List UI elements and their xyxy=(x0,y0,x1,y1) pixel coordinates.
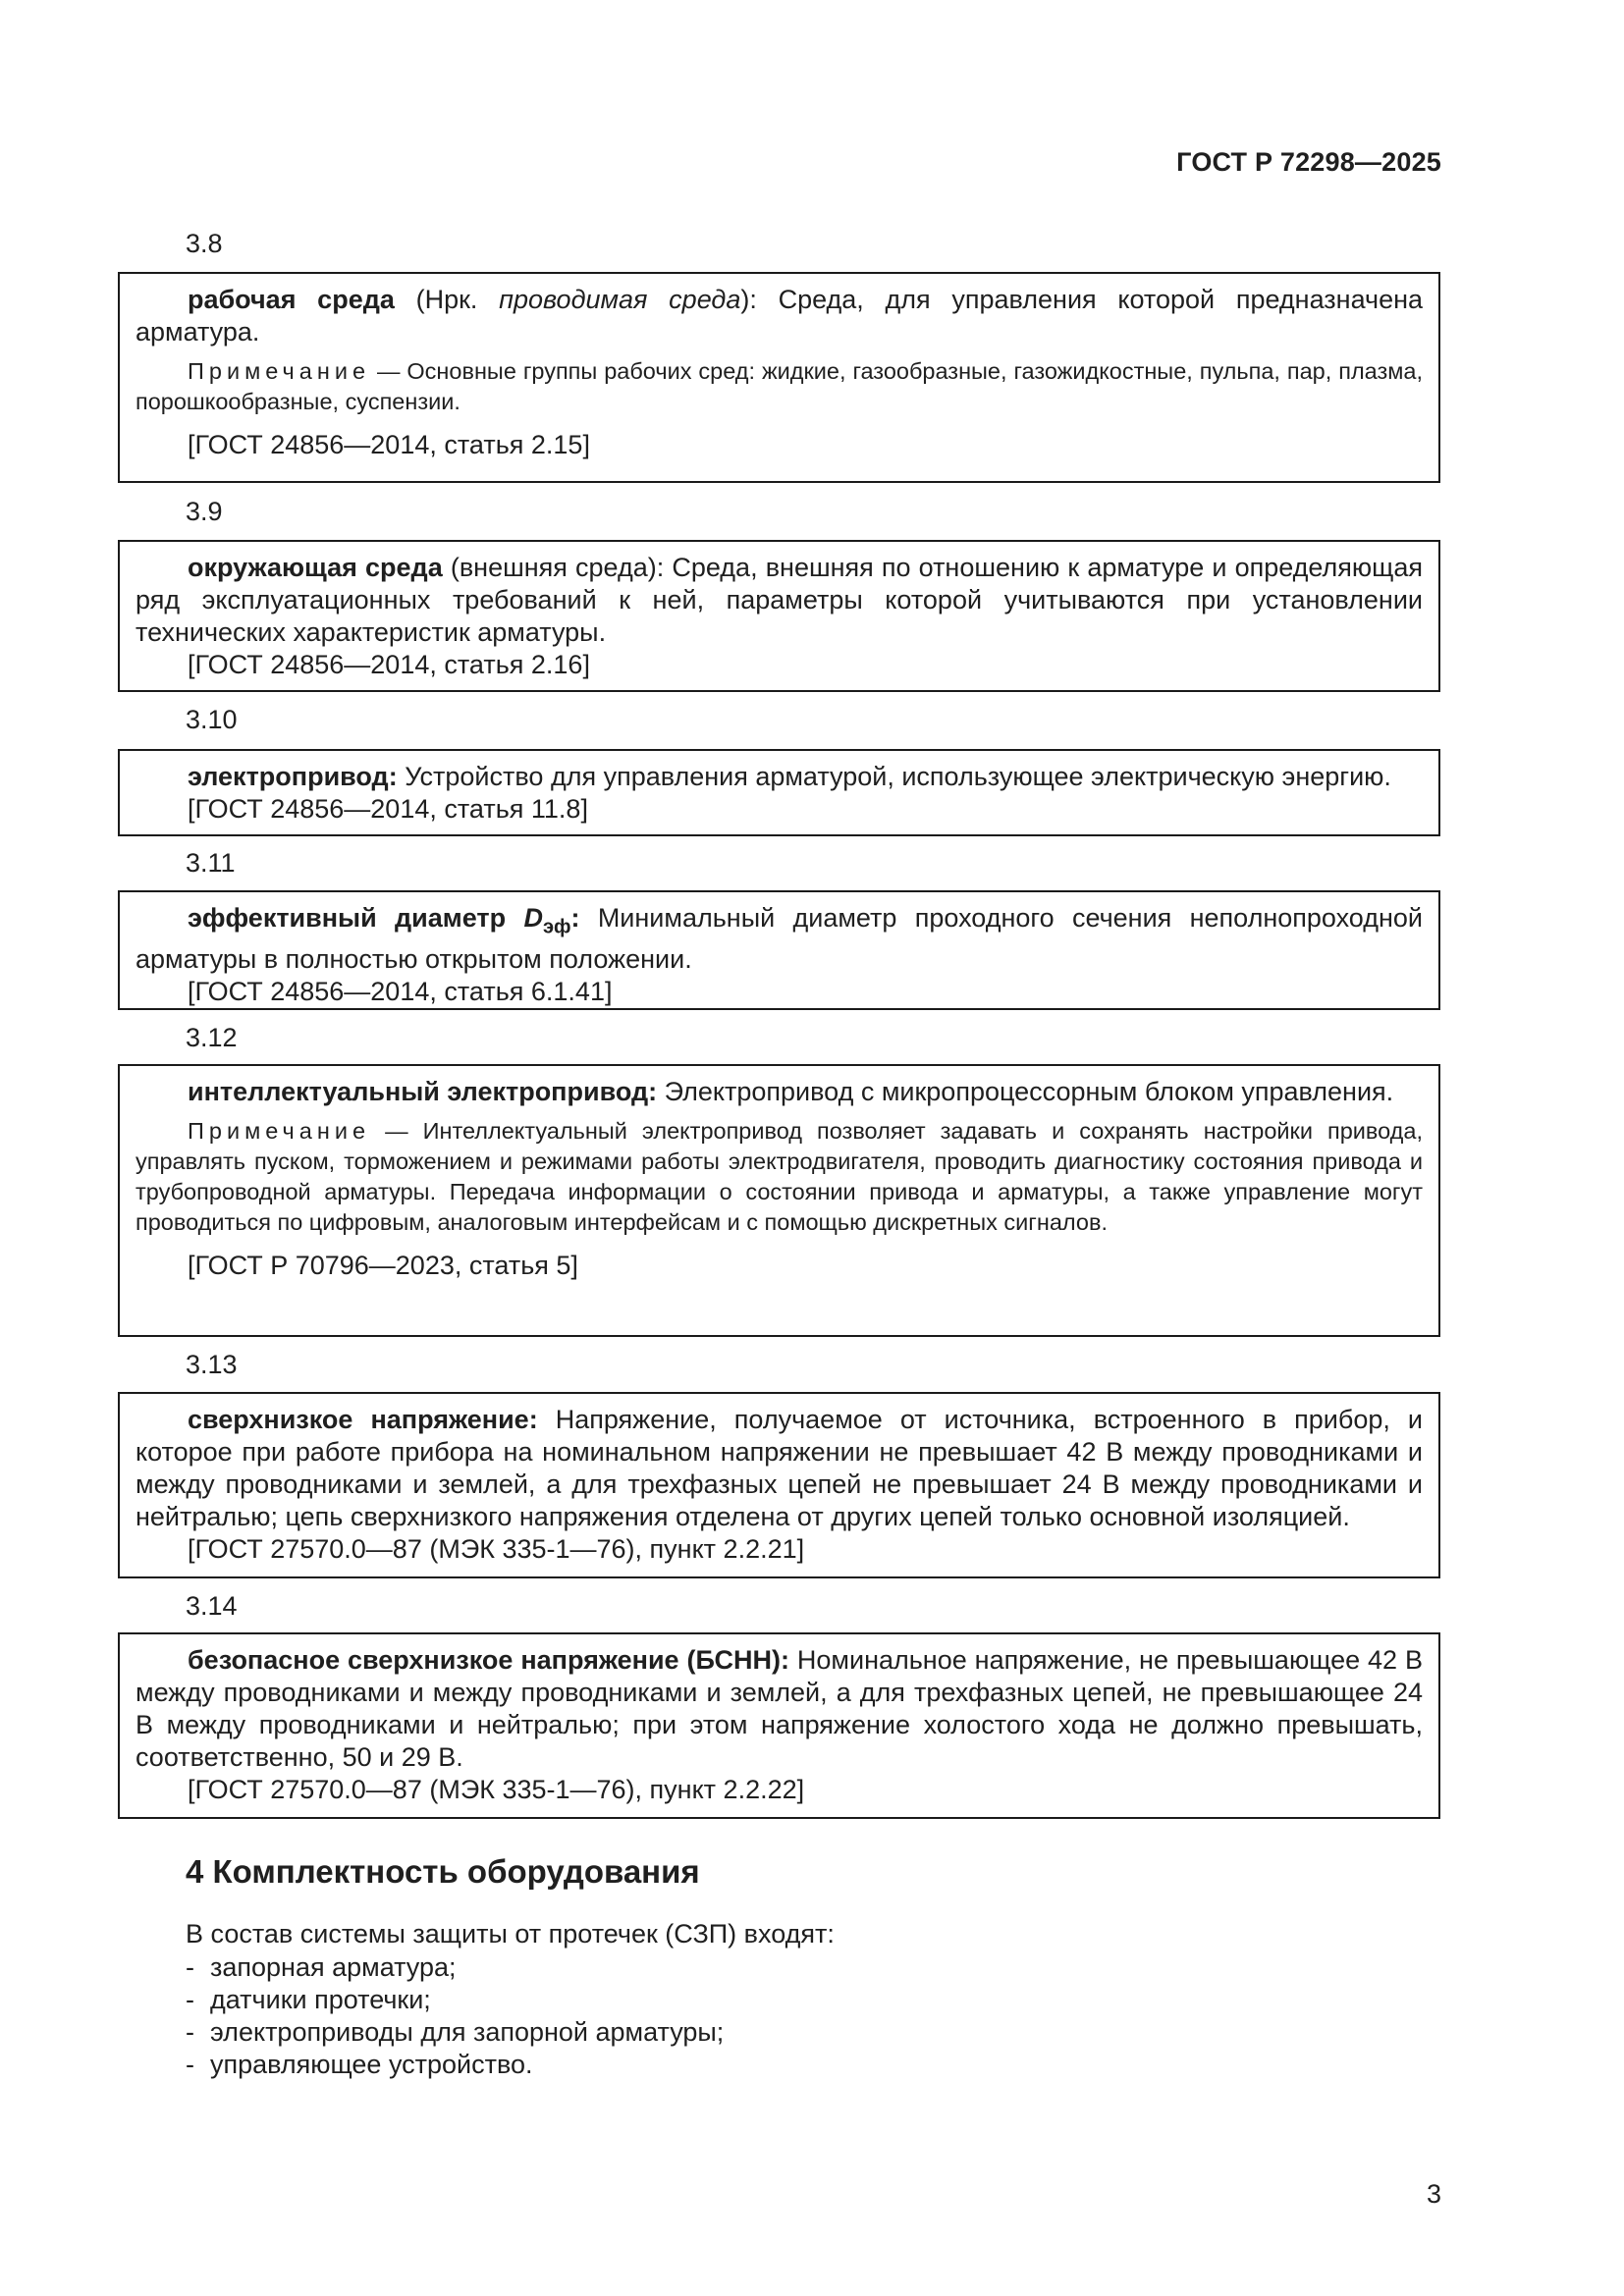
component-list xyxy=(186,1951,724,2081)
note-label: Примечание xyxy=(188,1118,371,1144)
term-name: рабочая среда xyxy=(188,285,395,314)
term-box xyxy=(118,1064,1440,1337)
term-number: 3.10 xyxy=(186,705,238,734)
term-number: 3.11 xyxy=(186,848,236,878)
definition-text: Среда, для управления которой предназначена арматура. xyxy=(135,285,1424,347)
definition-text: Среда, внешняя по отношению к арматуре и определяющая ряд эксплуатационных требований к ней, параметры которой учитываются при установлении технических характеристик арматуры. xyxy=(135,553,1423,647)
note-text: — Интеллектуальный электропривод позволяет задавать и сохранять настройки привода, управлять пуском, торможением и режимами работы электродвигателя, проводить диагностику состояния привода и трубопроводной арматуры. Передача информации о состоянии привода и арматуры, а также управление могут проводиться по цифровым, аналоговым интерфейсам и с помощью дискретных сигналов. xyxy=(135,1118,1423,1235)
list-bullet: - xyxy=(186,2017,194,2047)
section-title: 4 Комплектность оборудования xyxy=(186,1853,700,1890)
page-number: 3 xyxy=(1426,2179,1441,2209)
note-label: Примечание xyxy=(188,358,371,384)
term-definition xyxy=(135,761,1423,793)
note-text: — Основные группы рабочих сред: жидкие, газообразные, газожидкостные, пульпа, пар, плазма, порошкообразные, суспензии. xyxy=(135,358,1423,414)
list-item xyxy=(186,2016,724,2049)
term-number: 3.12 xyxy=(186,1023,238,1052)
term-name: безопасное сверхнизкое напряжение (БСНН): xyxy=(188,1645,789,1675)
term-note xyxy=(135,1116,1423,1238)
term-name: сверхнизкое напряжение: xyxy=(188,1405,538,1434)
term-name-end: : xyxy=(570,903,580,933)
list-item-text: запорная арматура; xyxy=(210,1952,457,1982)
definition-text: Устройство для управления арматурой, использующее электрическую энергию. xyxy=(397,762,1391,791)
term-source: [ГОСТ 24856—2014, статья 2.15] xyxy=(188,430,590,459)
term-definition xyxy=(135,284,1423,348)
list-item-text: управляющее устройство. xyxy=(210,2050,533,2079)
term-alias-suffix: ): xyxy=(740,285,779,314)
term-definition xyxy=(135,552,1423,649)
definition-text: Электропривод с микропроцессорным блоком управления. xyxy=(657,1077,1394,1106)
term-box xyxy=(118,272,1440,483)
term-alias-prefix: (Нрк. xyxy=(394,285,500,314)
list-item-text: электроприводы для запорной арматуры; xyxy=(210,2017,725,2047)
list-item xyxy=(186,2049,724,2081)
term-alias: (внешняя среда): xyxy=(442,553,673,582)
term-source: [ГОСТ 27570.0—87 (МЭК 335-1—76), пункт 2.2.22] xyxy=(188,1775,805,1804)
list-item xyxy=(186,1984,724,2016)
term-box xyxy=(118,1392,1440,1578)
term-name: электропривод: xyxy=(188,762,398,791)
list-bullet: - xyxy=(186,1985,194,2014)
term-number: 3.8 xyxy=(186,229,223,258)
term-box xyxy=(118,749,1440,836)
definition-text: Напряжение, получаемое от источника, встроенного в прибор, и которое при работе прибора на номинальном напряжении не превышает 42 В между проводниками и между проводниками и землей, а для трехфазных цепей не превышает 24 В между проводниками и нейтралью; цепь сверхнизкого напряжения отделена от других цепей только основной изоляцией. xyxy=(135,1405,1423,1531)
term-source: [ГОСТ 24856—2014, статья 11.8] xyxy=(188,794,588,824)
term-box xyxy=(118,540,1440,692)
term-alias: проводимая среда xyxy=(499,285,741,314)
section-intro: В состав системы защиты от протечек (СЗП) входят: xyxy=(186,1919,835,1949)
term-number: 3.13 xyxy=(186,1350,238,1379)
term-definition xyxy=(135,1076,1423,1108)
term-name: окружающая среда xyxy=(188,553,443,582)
term-symbol: D xyxy=(523,903,543,933)
definition-text: Номинальное напряжение, не превышающее 42 В между проводниками и между проводниками и землей, а для трехфазных цепей, не превышающее 24 В между проводниками и нейтралью; при этом напряжение холостого хода не должно превышать, соответственно, 50 и 29 В. xyxy=(135,1645,1423,1772)
term-definition xyxy=(135,1644,1423,1774)
list-item-text: датчики протечки; xyxy=(210,1985,431,2014)
term-name xyxy=(188,903,580,938)
term-source: [ГОСТ 24856—2014, статья 2.16] xyxy=(188,650,590,679)
term-box xyxy=(118,890,1440,1010)
list-item xyxy=(186,1951,724,1984)
term-source: [ГОСТ Р 70796—2023, статья 5] xyxy=(188,1251,578,1280)
term-source: [ГОСТ 24856—2014, статья 6.1.41] xyxy=(188,977,613,1007)
term-number: 3.14 xyxy=(186,1591,238,1621)
term-definition xyxy=(135,902,1423,976)
term-name-text: эффективный диаметр xyxy=(188,903,524,933)
list-bullet: - xyxy=(186,2050,194,2079)
term-note xyxy=(135,356,1423,417)
term-box xyxy=(118,1632,1440,1819)
definition-text: Минимальный диаметр проходного сечения неполнопроходной арматуры в полностью открытом положении. xyxy=(135,903,1423,975)
list-bullet: - xyxy=(186,1952,194,1982)
term-name: интеллектуальный электропривод: xyxy=(188,1077,658,1106)
term-source: [ГОСТ 27570.0—87 (МЭК 335-1—76), пункт 2.2.21] xyxy=(188,1534,805,1564)
term-number: 3.9 xyxy=(186,497,223,526)
term-symbol-subscript: эф xyxy=(542,916,571,938)
term-definition xyxy=(135,1404,1423,1533)
document-code: ГОСТ Р 72298—2025 xyxy=(1176,147,1441,177)
